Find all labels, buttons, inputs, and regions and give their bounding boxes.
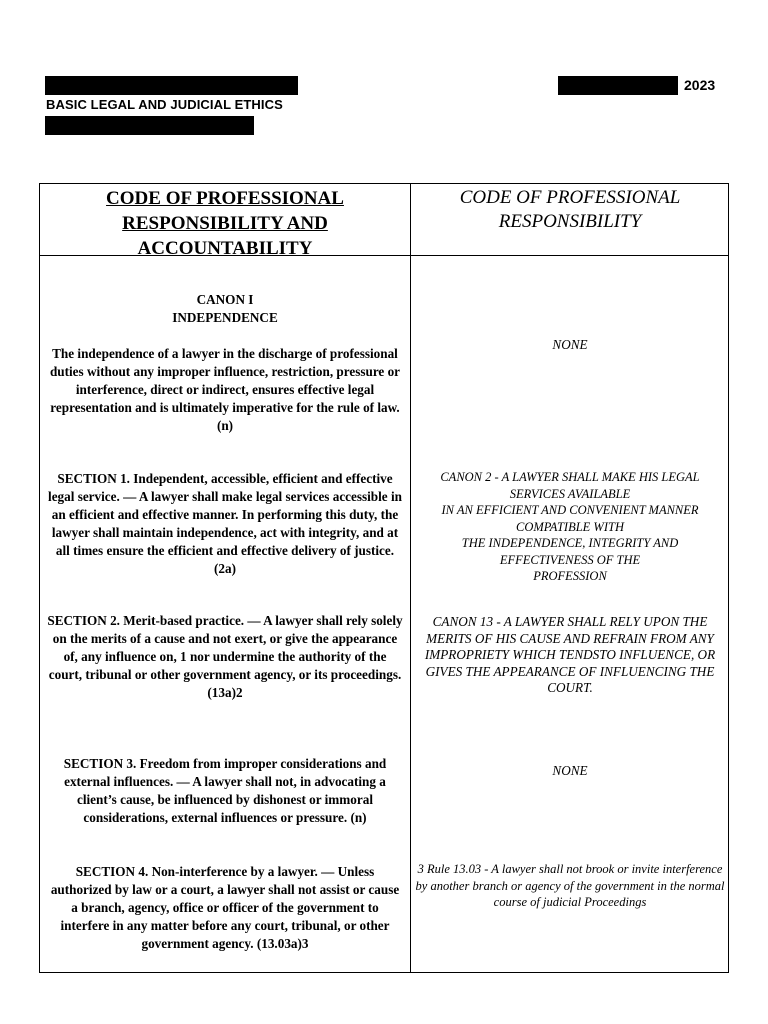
section-2-text: SECTION 2. Merit-based practice. — A lawyer shall rely solely on the merits of a cause and not exert, or give the appearance of, any influence on, 1 nor undermine the authority of the court, tribunal or other government agency, or its proceedings. (13a)2 [47,613,403,700]
section-3-counterpart: NONE [552,763,588,778]
column-divider [410,184,411,972]
canon-1-independence: CANON I INDEPENDENCE The independence of a lawyer in the discharge of professional duties without any improper influence, restriction, pressure or interference, direct or indirect, ensures effective legal representation and is ultimately imperative for the rule of law. (n) [49,292,401,433]
section-3-text: SECTION 3. Freedom from improper considerations and external influences. — A lawyer shall not, in advocating a client’s cause, be influenced by dishonest or immoral considerations, external influences or pressure. (n) [63,756,387,825]
document-year: 2023 [684,77,716,93]
left-column-heading: CODE OF PROFESSIONAL RESPONSIBILITY AND ACCOUNTABILITY [106,188,344,259]
canon-1-counterpart: NONE [552,337,588,352]
comparison-table [39,183,729,973]
redaction-bar-top-right [558,76,678,95]
section-1-counterpart: CANON 2 - A LAWYER SHALL MAKE HIS LEGAL SERVICES AVAILABLE IN AN EFFICIENT AND CONVENIENT MANNER COMPATIBLE WITH THE INDEPENDENCE, INTEGRITY AND EFFECTIVENESS OF THE PROFESSION [440,470,700,583]
section-2-counterpart: CANON 13 - A LAWYER SHALL RELY UPON THE MERITS OF HIS CAUSE AND REFRAIN FROM ANY IMPROPRIETY WHICH TENDSTO INFLUENCE, OR GIVES THE APPEARANCE OF INFLUENCING THE COURT. [424,614,716,695]
redaction-bar-below-title [45,116,254,135]
stray-dot: . [416,966,418,975]
right-column-heading: CODE OF PROFESSIONAL RESPONSIBILITY [459,187,681,232]
redaction-bar-top-left [45,76,298,95]
section-4-counterpart: 3 Rule 13.03 - A lawyer shall not brook or invite interference by another branch or agency of the government in the normal course of judicial Proceedings [415,862,725,909]
document-title: BASIC LEGAL AND JUDICIAL ETHICS [46,97,283,112]
section-1-text: SECTION 1. Independent, accessible, efficient and effective legal service. — A lawyer shall make legal services accessible in an efficient and effective manner. In performing this duty, the lawyer shall maintain independence, act with integrity, and at all times ensure the efficient and effective delivery of justice. (2a) [48,471,402,576]
section-4-text: SECTION 4. Non-interference by a lawyer. — Unless authorized by law or a court, a lawyer shall not assist or cause a branch, agency, office or officer of the government to interfere in any matter before any court, tribunal, or other government agency. (13.03a)3 [50,864,400,951]
